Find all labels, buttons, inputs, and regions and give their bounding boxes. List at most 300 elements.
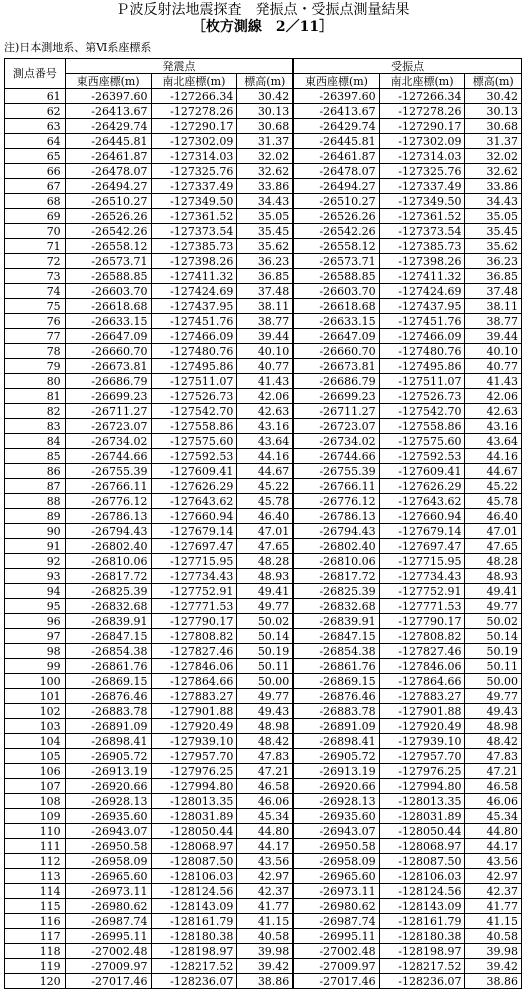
point-number-cell: 81 xyxy=(5,389,66,404)
shot-z-cell: 47.83 xyxy=(237,749,294,764)
recv-x-cell: -26950.58 xyxy=(293,839,379,854)
table-row xyxy=(5,614,522,629)
recv-y-cell: -127325.76 xyxy=(379,164,465,179)
point-number-cell: 84 xyxy=(5,434,66,449)
shot-x-cell: -26686.79 xyxy=(65,374,151,389)
recv-x-cell: -26397.60 xyxy=(293,89,379,104)
point-number-cell: 73 xyxy=(5,269,66,284)
recv-y-cell: -127337.49 xyxy=(379,179,465,194)
recv-y-cell: -127643.62 xyxy=(379,494,465,509)
recv-x-cell: -26633.15 xyxy=(293,314,379,329)
recv-z-cell: 40.58 xyxy=(465,929,522,944)
shot-y-cell: -128031.89 xyxy=(151,809,237,824)
shot-x-cell: -26673.81 xyxy=(65,359,151,374)
table-row xyxy=(5,764,522,779)
shot-x-cell: -26429.74 xyxy=(65,119,151,134)
table-row xyxy=(5,719,522,734)
recv-x-cell: -26478.07 xyxy=(293,164,379,179)
shot-y-cell: -127290.17 xyxy=(151,119,237,134)
recv-y-cell: -128087.50 xyxy=(379,854,465,869)
shot-x-cell: -26723.07 xyxy=(65,419,151,434)
recv-y-cell: -127697.47 xyxy=(379,539,465,554)
receiver-point-group-header: 受振点 xyxy=(293,59,521,74)
shot-x-cell: -26810.06 xyxy=(65,554,151,569)
recv-x-cell: -26786.13 xyxy=(293,509,379,524)
shot-x-cell: -26980.62 xyxy=(65,899,151,914)
shot-z-cell: 32.62 xyxy=(237,164,294,179)
shot-y-cell: -127808.82 xyxy=(151,629,237,644)
shot-y-cell: -127314.03 xyxy=(151,149,237,164)
shot-y-cell: -127864.66 xyxy=(151,674,237,689)
recv-y-cell: -127592.53 xyxy=(379,449,465,464)
table-row xyxy=(5,554,522,569)
recv-x-cell: -26445.81 xyxy=(293,134,379,149)
table-row xyxy=(5,839,522,854)
point-number-cell: 76 xyxy=(5,314,66,329)
recv-x-cell: -26958.09 xyxy=(293,854,379,869)
recv-z-cell: 39.44 xyxy=(465,329,522,344)
table-row xyxy=(5,89,522,104)
table-row xyxy=(5,464,522,479)
shot-z-cell: 46.06 xyxy=(237,794,294,809)
shot-z-cell: 43.64 xyxy=(237,434,294,449)
recv-y-header: 南北座標(m) xyxy=(379,74,465,89)
table-row xyxy=(5,929,522,944)
recv-z-cell: 42.37 xyxy=(465,884,522,899)
recv-z-cell: 50.11 xyxy=(465,659,522,674)
recv-x-cell: -26847.15 xyxy=(293,629,379,644)
table-row xyxy=(5,344,522,359)
shot-z-cell: 35.62 xyxy=(237,239,294,254)
shot-y-cell: -127734.43 xyxy=(151,569,237,584)
shot-x-cell: -26699.23 xyxy=(65,389,151,404)
shot-y-cell: -127385.73 xyxy=(151,239,237,254)
point-number-cell: 78 xyxy=(5,344,66,359)
table-row xyxy=(5,584,522,599)
shot-y-cell: -128198.97 xyxy=(151,944,237,959)
recv-y-cell: -127278.26 xyxy=(379,104,465,119)
table-row xyxy=(5,179,522,194)
recv-z-cell: 47.01 xyxy=(465,524,522,539)
shot-y-cell: -127827.46 xyxy=(151,644,237,659)
table-row xyxy=(5,899,522,914)
shot-x-cell: -26588.85 xyxy=(65,269,151,284)
shot-x-cell: -26973.11 xyxy=(65,884,151,899)
shot-y-cell: -128013.35 xyxy=(151,794,237,809)
recv-z-cell: 49.43 xyxy=(465,704,522,719)
table-row xyxy=(5,974,522,989)
table-row xyxy=(5,569,522,584)
table-row xyxy=(5,479,522,494)
table-row xyxy=(5,749,522,764)
shot-x-cell: -26943.07 xyxy=(65,824,151,839)
shot-x-cell: -26526.26 xyxy=(65,209,151,224)
table-row xyxy=(5,854,522,869)
shot-z-cell: 44.17 xyxy=(237,839,294,854)
recv-x-cell: -26883.78 xyxy=(293,704,379,719)
recv-z-cell: 39.98 xyxy=(465,944,522,959)
shot-z-cell: 30.13 xyxy=(237,104,294,119)
table-row xyxy=(5,224,522,239)
recv-z-cell: 49.77 xyxy=(465,689,522,704)
shot-z-cell: 38.77 xyxy=(237,314,294,329)
shot-x-cell: -26786.13 xyxy=(65,509,151,524)
recv-y-cell: -127771.53 xyxy=(379,599,465,614)
recv-x-cell: -26699.23 xyxy=(293,389,379,404)
shot-z-cell: 42.63 xyxy=(237,404,294,419)
recv-x-cell: -26891.09 xyxy=(293,719,379,734)
recv-z-cell: 35.05 xyxy=(465,209,522,224)
recv-y-cell: -127302.09 xyxy=(379,134,465,149)
recv-y-cell: -127752.91 xyxy=(379,584,465,599)
table-row xyxy=(5,209,522,224)
recv-z-cell: 43.64 xyxy=(465,434,522,449)
point-number-cell: 113 xyxy=(5,869,66,884)
recv-z-cell: 40.77 xyxy=(465,359,522,374)
recv-x-cell: -27009.97 xyxy=(293,959,379,974)
shot-point-group-header: 発震点 xyxy=(65,59,293,74)
shot-x-cell: -26461.87 xyxy=(65,149,151,164)
coordinate-system-note: 注)日本測地系、第Ⅵ系座標系 xyxy=(4,41,152,54)
recv-y-cell: -127920.49 xyxy=(379,719,465,734)
recv-z-cell: 42.63 xyxy=(465,404,522,419)
recv-x-cell: -26825.39 xyxy=(293,584,379,599)
shot-y-cell: -127901.88 xyxy=(151,704,237,719)
shot-x-cell: -26478.07 xyxy=(65,164,151,179)
recv-z-cell: 42.06 xyxy=(465,389,522,404)
shot-z-cell: 38.11 xyxy=(237,299,294,314)
shot-y-cell: -128217.52 xyxy=(151,959,237,974)
recv-y-cell: -127349.50 xyxy=(379,194,465,209)
document-title: Ｐ波反射法地震探査 発振点・受振点測量結果 xyxy=(115,2,410,18)
shot-y-cell: -127575.60 xyxy=(151,434,237,449)
recv-x-cell: -26913.19 xyxy=(293,764,379,779)
shot-x-cell: -26558.12 xyxy=(65,239,151,254)
recv-x-cell: -26987.74 xyxy=(293,914,379,929)
point-number-cell: 107 xyxy=(5,779,66,794)
shot-y-cell: -127361.52 xyxy=(151,209,237,224)
shot-z-cell: 36.85 xyxy=(237,269,294,284)
recv-z-cell: 39.42 xyxy=(465,959,522,974)
shot-y-cell: -127715.95 xyxy=(151,554,237,569)
table-row xyxy=(5,104,522,119)
shot-x-cell: -26817.72 xyxy=(65,569,151,584)
point-number-cell: 87 xyxy=(5,479,66,494)
recv-x-cell: -26603.70 xyxy=(293,284,379,299)
shot-x-cell: -26744.66 xyxy=(65,449,151,464)
shot-z-cell: 37.48 xyxy=(237,284,294,299)
shot-y-cell: -127526.73 xyxy=(151,389,237,404)
shot-y-cell: -127771.53 xyxy=(151,599,237,614)
recv-z-cell: 47.83 xyxy=(465,749,522,764)
shot-z-cell: 42.06 xyxy=(237,389,294,404)
shot-y-cell: -127976.25 xyxy=(151,764,237,779)
shot-x-cell: -26995.11 xyxy=(65,929,151,944)
shot-z-cell: 44.16 xyxy=(237,449,294,464)
shot-y-cell: -127278.26 xyxy=(151,104,237,119)
shot-z-cell: 50.14 xyxy=(237,629,294,644)
recv-y-cell: -127466.09 xyxy=(379,329,465,344)
table-row xyxy=(5,404,522,419)
point-number-cell: 65 xyxy=(5,149,66,164)
shot-z-cell: 46.58 xyxy=(237,779,294,794)
shot-z-cell: 40.58 xyxy=(237,929,294,944)
shot-y-cell: -128050.44 xyxy=(151,824,237,839)
recv-y-cell: -128217.52 xyxy=(379,959,465,974)
shot-x-cell: -26603.70 xyxy=(65,284,151,299)
recv-y-cell: -127864.66 xyxy=(379,674,465,689)
recv-y-cell: -127314.03 xyxy=(379,149,465,164)
shot-z-cell: 45.22 xyxy=(237,479,294,494)
table-row xyxy=(5,164,522,179)
shot-x-cell: -26891.09 xyxy=(65,719,151,734)
recv-x-cell: -26876.46 xyxy=(293,689,379,704)
table-row xyxy=(5,959,522,974)
shot-x-cell: -26755.39 xyxy=(65,464,151,479)
shot-z-cell: 49.77 xyxy=(237,689,294,704)
recv-z-cell: 42.97 xyxy=(465,869,522,884)
shot-y-cell: -128161.79 xyxy=(151,914,237,929)
shot-z-cell: 49.41 xyxy=(237,584,294,599)
shot-x-cell: -26847.15 xyxy=(65,629,151,644)
shot-x-cell: -26883.78 xyxy=(65,704,151,719)
shot-x-cell: -26965.60 xyxy=(65,869,151,884)
recv-z-cell: 31.37 xyxy=(465,134,522,149)
shot-z-cell: 47.01 xyxy=(237,524,294,539)
shot-z-cell: 34.43 xyxy=(237,194,294,209)
recv-y-cell: -127883.27 xyxy=(379,689,465,704)
shot-y-cell: -127542.70 xyxy=(151,404,237,419)
recv-y-cell: -128198.97 xyxy=(379,944,465,959)
shot-y-cell: -127451.76 xyxy=(151,314,237,329)
recv-x-cell: -26943.07 xyxy=(293,824,379,839)
shot-z-cell: 39.44 xyxy=(237,329,294,344)
recv-x-cell: -26461.87 xyxy=(293,149,379,164)
shot-z-cell: 47.21 xyxy=(237,764,294,779)
shot-x-cell: -27017.46 xyxy=(65,974,151,989)
table-row xyxy=(5,599,522,614)
shot-z-cell: 48.93 xyxy=(237,569,294,584)
shot-y-cell: -127592.53 xyxy=(151,449,237,464)
recv-y-cell: -128180.38 xyxy=(379,929,465,944)
point-number-cell: 119 xyxy=(5,959,66,974)
point-number-cell: 90 xyxy=(5,524,66,539)
shot-y-cell: -127920.49 xyxy=(151,719,237,734)
shot-x-cell: -26413.67 xyxy=(65,104,151,119)
table-row xyxy=(5,824,522,839)
shot-z-cell: 48.98 xyxy=(237,719,294,734)
shot-z-cell: 45.78 xyxy=(237,494,294,509)
point-number-cell: 61 xyxy=(5,89,66,104)
recv-z-cell: 32.62 xyxy=(465,164,522,179)
shot-x-cell: -26711.27 xyxy=(65,404,151,419)
table-row xyxy=(5,509,522,524)
recv-y-cell: -127385.73 xyxy=(379,239,465,254)
recv-x-cell: -26832.68 xyxy=(293,599,379,614)
point-number-cell: 102 xyxy=(5,704,66,719)
shot-z-cell: 50.00 xyxy=(237,674,294,689)
recv-z-cell: 50.02 xyxy=(465,614,522,629)
point-number-cell: 82 xyxy=(5,404,66,419)
shot-z-cell: 36.23 xyxy=(237,254,294,269)
recv-z-cell: 50.19 xyxy=(465,644,522,659)
table-row xyxy=(5,884,522,899)
recv-y-cell: -127558.86 xyxy=(379,419,465,434)
document-subtitle: ［枚方測線 2／11］ xyxy=(191,19,334,35)
shot-y-cell: -127480.76 xyxy=(151,344,237,359)
recv-y-cell: -127994.80 xyxy=(379,779,465,794)
table-row xyxy=(5,314,522,329)
table-row xyxy=(5,119,522,134)
recv-z-header: 標高(m) xyxy=(465,74,522,89)
point-number-cell: 93 xyxy=(5,569,66,584)
shot-y-cell: -127466.09 xyxy=(151,329,237,344)
shot-x-cell: -26825.39 xyxy=(65,584,151,599)
shot-y-cell: -127697.47 xyxy=(151,539,237,554)
shot-z-cell: 48.28 xyxy=(237,554,294,569)
recv-z-cell: 41.15 xyxy=(465,914,522,929)
recv-x-cell: -26802.40 xyxy=(293,539,379,554)
shot-z-cell: 30.42 xyxy=(237,89,294,104)
table-row xyxy=(5,869,522,884)
point-number-cell: 94 xyxy=(5,584,66,599)
shot-x-cell: -26633.15 xyxy=(65,314,151,329)
shot-y-cell: -127373.54 xyxy=(151,224,237,239)
shot-x-cell: -26647.09 xyxy=(65,329,151,344)
recv-y-cell: -128013.35 xyxy=(379,794,465,809)
shot-y-cell: -127679.14 xyxy=(151,524,237,539)
point-number-cell: 91 xyxy=(5,539,66,554)
shot-z-cell: 38.86 xyxy=(237,974,294,989)
shot-y-cell: -128236.07 xyxy=(151,974,237,989)
recv-z-cell: 45.78 xyxy=(465,494,522,509)
recv-z-cell: 46.40 xyxy=(465,509,522,524)
recv-x-cell: -26776.12 xyxy=(293,494,379,509)
point-number-cell: 72 xyxy=(5,254,66,269)
point-number-cell: 100 xyxy=(5,674,66,689)
recv-z-cell: 48.28 xyxy=(465,554,522,569)
recv-y-cell: -127437.95 xyxy=(379,299,465,314)
recv-x-cell: -26711.27 xyxy=(293,404,379,419)
shot-x-cell: -26494.27 xyxy=(65,179,151,194)
point-number-cell: 96 xyxy=(5,614,66,629)
recv-x-cell: -26526.26 xyxy=(293,209,379,224)
shot-y-cell: -127558.86 xyxy=(151,419,237,434)
recv-z-cell: 48.42 xyxy=(465,734,522,749)
recv-z-cell: 30.42 xyxy=(465,89,522,104)
shot-y-cell: -127337.49 xyxy=(151,179,237,194)
shot-y-cell: -127994.80 xyxy=(151,779,237,794)
point-number-cell: 83 xyxy=(5,419,66,434)
recv-z-cell: 34.43 xyxy=(465,194,522,209)
shot-x-cell: -26928.13 xyxy=(65,794,151,809)
recv-z-cell: 48.93 xyxy=(465,569,522,584)
point-number-cell: 92 xyxy=(5,554,66,569)
recv-y-cell: -127939.10 xyxy=(379,734,465,749)
recv-y-cell: -127846.06 xyxy=(379,659,465,674)
point-number-cell: 111 xyxy=(5,839,66,854)
shot-y-cell: -127939.10 xyxy=(151,734,237,749)
shot-z-cell: 30.68 xyxy=(237,119,294,134)
recv-z-cell: 37.48 xyxy=(465,284,522,299)
point-number-cell: 108 xyxy=(5,794,66,809)
recv-y-cell: -127398.26 xyxy=(379,254,465,269)
point-number-cell: 103 xyxy=(5,719,66,734)
shot-x-cell: -27009.97 xyxy=(65,959,151,974)
table-row xyxy=(5,794,522,809)
shot-y-cell: -128180.38 xyxy=(151,929,237,944)
shot-y-cell: -128106.03 xyxy=(151,869,237,884)
recv-z-cell: 44.16 xyxy=(465,449,522,464)
recv-z-cell: 38.11 xyxy=(465,299,522,314)
shot-y-cell: -127957.70 xyxy=(151,749,237,764)
shot-z-cell: 48.42 xyxy=(237,734,294,749)
recv-z-cell: 50.14 xyxy=(465,629,522,644)
shot-y-cell: -127495.86 xyxy=(151,359,237,374)
point-number-cell: 80 xyxy=(5,374,66,389)
point-number-cell: 69 xyxy=(5,209,66,224)
recv-x-cell: -26734.02 xyxy=(293,434,379,449)
shot-x-cell: -26839.91 xyxy=(65,614,151,629)
shot-z-cell: 49.77 xyxy=(237,599,294,614)
recv-x-cell: -26905.72 xyxy=(293,749,379,764)
recv-x-cell: -26673.81 xyxy=(293,359,379,374)
point-number-cell: 109 xyxy=(5,809,66,824)
recv-z-cell: 45.34 xyxy=(465,809,522,824)
table-row xyxy=(5,194,522,209)
point-number-cell: 106 xyxy=(5,764,66,779)
recv-z-cell: 35.45 xyxy=(465,224,522,239)
table-row xyxy=(5,284,522,299)
recv-x-cell: -26618.68 xyxy=(293,299,379,314)
shot-y-cell: -127266.34 xyxy=(151,89,237,104)
table-row xyxy=(5,524,522,539)
recv-y-cell: -127361.52 xyxy=(379,209,465,224)
recv-x-cell: -26980.62 xyxy=(293,899,379,914)
shot-x-cell: -26913.19 xyxy=(65,764,151,779)
recv-y-cell: -127660.94 xyxy=(379,509,465,524)
table-row xyxy=(5,149,522,164)
recv-x-cell: -26558.12 xyxy=(293,239,379,254)
shot-z-cell: 43.16 xyxy=(237,419,294,434)
recv-y-cell: -127808.82 xyxy=(379,629,465,644)
recv-y-cell: -127480.76 xyxy=(379,344,465,359)
recv-x-cell: -26647.09 xyxy=(293,329,379,344)
shot-x-cell: -26876.46 xyxy=(65,689,151,704)
shot-x-cell: -26935.60 xyxy=(65,809,151,824)
recv-y-cell: -127679.14 xyxy=(379,524,465,539)
table-row xyxy=(5,134,522,149)
shot-z-cell: 35.45 xyxy=(237,224,294,239)
shot-x-cell: -26510.27 xyxy=(65,194,151,209)
table-row xyxy=(5,704,522,719)
recv-y-cell: -127734.43 xyxy=(379,569,465,584)
shot-z-cell: 46.40 xyxy=(237,509,294,524)
shot-z-cell: 41.77 xyxy=(237,899,294,914)
shot-y-cell: -127643.62 xyxy=(151,494,237,509)
recv-x-cell: -26494.27 xyxy=(293,179,379,194)
shot-y-cell: -127437.95 xyxy=(151,299,237,314)
recv-y-cell: -127373.54 xyxy=(379,224,465,239)
recv-z-cell: 38.86 xyxy=(465,974,522,989)
table-row xyxy=(5,674,522,689)
shot-z-cell: 31.37 xyxy=(237,134,294,149)
shot-x-cell: -26542.26 xyxy=(65,224,151,239)
shot-z-cell: 32.02 xyxy=(237,149,294,164)
recv-y-cell: -127827.46 xyxy=(379,644,465,659)
table-row xyxy=(5,239,522,254)
shot-x-cell: -26920.66 xyxy=(65,779,151,794)
